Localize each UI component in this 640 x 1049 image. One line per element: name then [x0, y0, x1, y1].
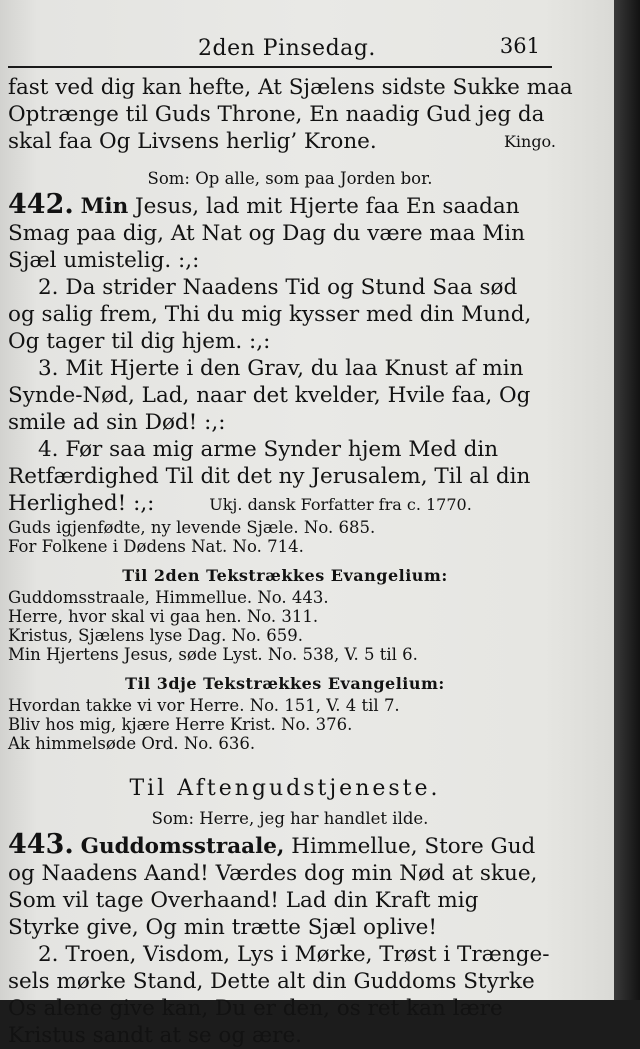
related-hymn-item: Ak himmelsøde Ord. No. 636. — [8, 734, 256, 753]
verse-line: 2. Troen, Visdom, Lys i Mørke, Trøst i Trænge- — [38, 942, 550, 967]
hymn-first-word: Guddomsstraale, — [80, 834, 285, 859]
related-hymn-item: Herre, hvor skal vi gaa hen. No. 311. — [8, 607, 319, 626]
verse-line: 2. Da strider Naadens Tid og Stund Saa sød — [38, 275, 518, 300]
hymn-number: 443. — [8, 829, 74, 860]
verse-line: Styrke give, Og min trætte Sjæl oplive! — [8, 915, 437, 940]
hymn-author: Ukj. dansk Forfatter fra c. 1770. — [209, 495, 472, 514]
tune-reference: Som: Herre, jeg har handlet ilde. — [151, 809, 429, 828]
verse-last-line — [8, 128, 592, 155]
verse-line: fast ved dig kan hefte, At Sjælens sidste Sukke maa — [8, 75, 573, 100]
running-title: 2den Pinsedag. — [198, 36, 376, 61]
verse-line: Optrænge til Guds Throne, En naadig Gud jeg da — [8, 102, 545, 127]
hymn-443 — [8, 807, 592, 1049]
page-edge-shadow — [614, 0, 640, 1000]
verse-line: sels mørke Stand, Dette alt din Guddoms Styrke — [8, 969, 535, 994]
related-hymn-item: Kristus, Sjælens lyse Dag. No. 659. — [8, 626, 303, 645]
verse-line: Kristus sandt at se og ære. — [8, 1023, 303, 1048]
verse-line: smile ad sin Død! :,: — [8, 410, 226, 435]
verse-line: Synde-Nød, Lad, naar det kvelder, Hvile faa, Og — [8, 383, 531, 408]
verse-line: 4. Før saa mig arme Synder hjem Med din — [38, 437, 499, 462]
verse-line: 3. Mit Hjerte i den Grav, du laa Knust af min — [38, 356, 524, 381]
hymn-author: Kingo. — [503, 132, 556, 151]
hymn-442 — [8, 167, 592, 518]
verse-line: Og tager til dig hjem. :,: — [8, 329, 271, 354]
tune-reference: Som: Op alle, som paa Jorden bor. — [147, 169, 433, 188]
verse-line-text: Herlighed! :,: — [8, 491, 155, 516]
related-hymn-item: For Folkene i Dødens Nat. No. 714. — [8, 537, 304, 556]
verse-line-text: Jesus, lad mit Hjerte faa En saadan — [128, 194, 520, 219]
verse-line: Sjæl umistelig. :,: — [8, 248, 200, 273]
header-rule — [8, 66, 552, 68]
verse-last-line — [8, 490, 592, 518]
section-2den-tekstraekke — [8, 564, 592, 664]
section-3dje-tekstraekke — [8, 672, 592, 753]
verse-line-text: Himmellue, Store Gud — [284, 834, 536, 859]
page-header — [8, 0, 592, 70]
related-hymn-item: Bliv hos mig, kjære Herre Krist. No. 376. — [8, 715, 353, 734]
verse-line: Retfærdighed Til dit det ny Jerusalem, Til al din — [8, 464, 531, 489]
section-heading: Til 3dje Tekstrækkes Evangelium: — [125, 674, 445, 693]
related-hymn-item: Hvordan takke vi vor Herre. No. 151, V. 4 til 7. — [8, 696, 400, 715]
verse-line-text: skal faa Og Livsens herlig’ Krone. — [8, 129, 377, 154]
hymn-first-line — [8, 191, 592, 220]
related-hymn-item: Guddomsstraale, Himmellue. No. 443. — [8, 588, 329, 607]
verse-line: Som vil tage Overhaand! Lad din Kraft mig — [8, 888, 479, 913]
hymn-number: 442. — [8, 189, 74, 220]
verse-line: Smag paa dig, At Nat og Dag du være maa Min — [8, 221, 525, 246]
page-number: 361 — [499, 34, 540, 58]
section-heading: Til 2den Tekstrækkes Evangelium: — [122, 566, 448, 585]
hymn-first-line — [8, 831, 592, 860]
hymn-continuation — [8, 74, 592, 155]
related-hymns — [8, 518, 592, 556]
verse-line: Os alene give kan, Du er den, os ret kan lære — [8, 996, 503, 1021]
verse-line: og Naadens Aand! Værdes dog min Nød at skue, — [8, 861, 538, 886]
hymn-first-word: Min — [80, 194, 129, 219]
related-hymn-item: Min Hjertens Jesus, søde Lyst. No. 538, V. 5 til 6. — [8, 645, 418, 664]
verse-line: og salig frem, Thi du mig kysser med din Mund, — [8, 302, 532, 327]
related-hymn-item: Guds igjenfødte, ny levende Sjæle. No. 685. — [8, 518, 376, 537]
service-title: Til Aftengudstjeneste. — [129, 776, 441, 801]
